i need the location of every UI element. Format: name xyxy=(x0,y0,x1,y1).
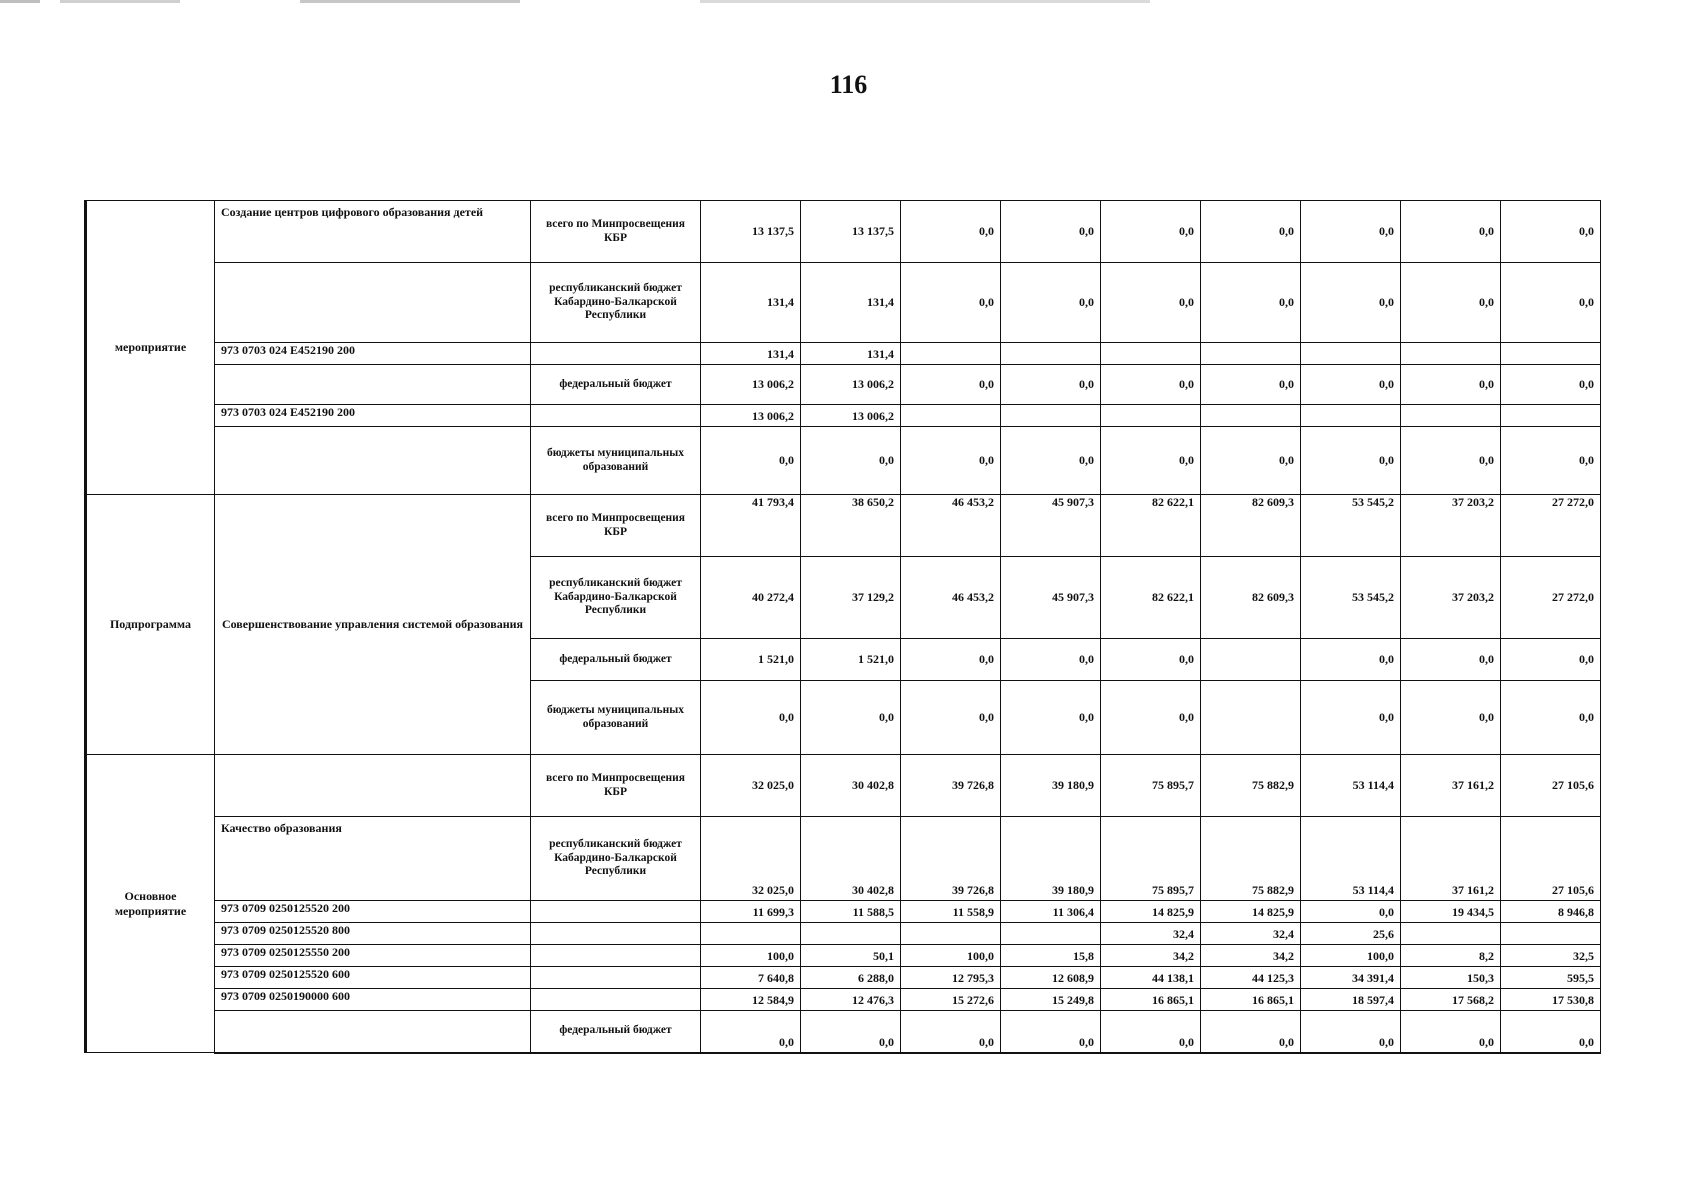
measure-name: Качество образования xyxy=(215,817,531,901)
value-cell: 0,0 xyxy=(1101,201,1201,263)
budget-code: 973 0709 0250125550 200 xyxy=(215,945,531,967)
value-cell: 41 793,4 xyxy=(701,495,801,557)
table-row xyxy=(86,945,1601,967)
value-cell: 75 895,7 xyxy=(1101,755,1201,817)
value-cell: 0,0 xyxy=(901,201,1001,263)
value-cell: 50,1 xyxy=(801,945,901,967)
value-cell: 0,0 xyxy=(1501,365,1601,405)
row-type-label: мероприятие xyxy=(86,201,215,495)
value-cell: 0,0 xyxy=(1101,427,1201,495)
value-cell: 13 006,2 xyxy=(801,365,901,405)
value-cell xyxy=(1201,343,1301,365)
value-cell: 8 946,8 xyxy=(1501,901,1601,923)
value-cell: 0,0 xyxy=(1101,365,1201,405)
value-cell xyxy=(1101,405,1201,427)
budget-code: 973 0703 024 Е452190 200 xyxy=(215,405,531,427)
value-cell: 32,4 xyxy=(1201,923,1301,945)
value-cell: 40 272,4 xyxy=(701,557,801,639)
value-cell: 82 622,1 xyxy=(1101,495,1201,557)
value-cell: 12 608,9 xyxy=(1001,967,1101,989)
funding-source: бюджеты муниципальных образований xyxy=(531,427,701,495)
value-cell: 595,5 xyxy=(1501,967,1601,989)
value-cell: 12 476,3 xyxy=(801,989,901,1011)
value-cell: 37 161,2 xyxy=(1401,755,1501,817)
value-cell: 0,0 xyxy=(901,1011,1001,1053)
value-cell: 44 125,3 xyxy=(1201,967,1301,989)
table-row xyxy=(86,967,1601,989)
funding-source xyxy=(531,923,701,945)
value-cell: 53 114,4 xyxy=(1301,755,1401,817)
table-row xyxy=(86,343,1601,365)
value-cell xyxy=(1501,343,1601,365)
value-cell: 8,2 xyxy=(1401,945,1501,967)
value-cell: 19 434,5 xyxy=(1401,901,1501,923)
value-cell: 13 137,5 xyxy=(801,201,901,263)
value-cell: 0,0 xyxy=(1501,639,1601,681)
funding-source: федеральный бюджет xyxy=(531,365,701,405)
value-cell: 0,0 xyxy=(1301,681,1401,755)
value-cell: 0,0 xyxy=(901,639,1001,681)
value-cell: 12 795,3 xyxy=(901,967,1001,989)
value-cell: 11 306,4 xyxy=(1001,901,1101,923)
value-cell: 7 640,8 xyxy=(701,967,801,989)
table-row xyxy=(86,817,1601,901)
value-cell: 0,0 xyxy=(1401,681,1501,755)
value-cell: 0,0 xyxy=(1001,681,1101,755)
value-cell: 100,0 xyxy=(901,945,1001,967)
value-cell: 0,0 xyxy=(1401,201,1501,263)
value-cell: 100,0 xyxy=(701,945,801,967)
table-row xyxy=(86,1011,1601,1053)
value-cell: 131,4 xyxy=(801,263,901,343)
value-cell: 16 865,1 xyxy=(1201,989,1301,1011)
scan-artifact-line xyxy=(0,0,1150,3)
value-cell: 53 545,2 xyxy=(1301,557,1401,639)
value-cell xyxy=(1101,343,1201,365)
value-cell xyxy=(1201,681,1301,755)
value-cell: 0,0 xyxy=(1101,1011,1201,1053)
value-cell: 0,0 xyxy=(1001,263,1101,343)
value-cell: 0,0 xyxy=(1301,201,1401,263)
value-cell xyxy=(701,923,801,945)
value-cell: 0,0 xyxy=(1401,263,1501,343)
budget-code: 973 0709 0250125520 200 xyxy=(215,901,531,923)
value-cell: 0,0 xyxy=(801,1011,901,1053)
value-cell: 0,0 xyxy=(701,427,801,495)
value-cell: 0,0 xyxy=(1301,1011,1401,1053)
table-row xyxy=(86,923,1601,945)
value-cell xyxy=(901,343,1001,365)
value-cell: 15 272,6 xyxy=(901,989,1001,1011)
value-cell: 131,4 xyxy=(701,263,801,343)
value-cell: 13 006,2 xyxy=(801,405,901,427)
value-cell: 13 006,2 xyxy=(701,365,801,405)
value-cell: 0,0 xyxy=(901,365,1001,405)
value-cell: 0,0 xyxy=(1501,427,1601,495)
value-cell: 0,0 xyxy=(1401,639,1501,681)
funding-source: всего по Минпросвещения КБР xyxy=(531,201,701,263)
funding-source: бюджеты муниципальных образований xyxy=(531,681,701,755)
value-cell: 11 558,9 xyxy=(901,901,1001,923)
table-row xyxy=(86,201,1601,263)
value-cell: 0,0 xyxy=(1001,639,1101,681)
value-cell: 53 545,2 xyxy=(1301,495,1401,557)
value-cell: 131,4 xyxy=(701,343,801,365)
value-cell: 0,0 xyxy=(1401,1011,1501,1053)
value-cell: 15 249,8 xyxy=(1001,989,1101,1011)
value-cell: 14 825,9 xyxy=(1101,901,1201,923)
value-cell: 45 907,3 xyxy=(1001,495,1101,557)
budget-code: 973 0709 0250190000 600 xyxy=(215,989,531,1011)
value-cell: 0,0 xyxy=(1301,427,1401,495)
value-cell: 30 402,8 xyxy=(801,755,901,817)
value-cell: 0,0 xyxy=(1001,365,1101,405)
budget-table xyxy=(84,200,1601,1054)
funding-source: республиканский бюджет Кабардино-Балкарской Республики xyxy=(531,263,701,343)
value-cell: 39 180,9 xyxy=(1001,817,1101,901)
value-cell: 44 138,1 xyxy=(1101,967,1201,989)
value-cell: 0,0 xyxy=(1401,427,1501,495)
value-cell: 34 391,4 xyxy=(1301,967,1401,989)
subprogram-name: Совершенствование управления системой образования xyxy=(215,495,531,755)
value-cell xyxy=(1001,923,1101,945)
budget-code: 973 0709 0250125520 600 xyxy=(215,967,531,989)
value-cell: 0,0 xyxy=(1201,427,1301,495)
value-cell: 1 521,0 xyxy=(701,639,801,681)
value-cell: 39 726,8 xyxy=(901,755,1001,817)
value-cell: 0,0 xyxy=(801,681,901,755)
funding-source xyxy=(531,967,701,989)
value-cell: 75 882,9 xyxy=(1201,817,1301,901)
value-cell xyxy=(1201,639,1301,681)
value-cell: 131,4 xyxy=(801,343,901,365)
value-cell: 0,0 xyxy=(1501,263,1601,343)
value-cell: 39 180,9 xyxy=(1001,755,1101,817)
table-row xyxy=(86,263,1601,343)
value-cell: 32 025,0 xyxy=(701,755,801,817)
value-cell: 82 622,1 xyxy=(1101,557,1201,639)
value-cell: 0,0 xyxy=(1201,201,1301,263)
value-cell: 0,0 xyxy=(901,263,1001,343)
budget-code: 973 0709 0250125520 800 xyxy=(215,923,531,945)
value-cell: 0,0 xyxy=(1001,427,1101,495)
value-cell: 0,0 xyxy=(1501,201,1601,263)
value-cell: 0,0 xyxy=(1301,901,1401,923)
value-cell: 27 272,0 xyxy=(1501,557,1601,639)
table-row xyxy=(86,989,1601,1011)
measure-name: Создание центров цифрового образования детей xyxy=(215,201,531,263)
value-cell: 38 650,2 xyxy=(801,495,901,557)
value-cell: 34,2 xyxy=(1101,945,1201,967)
funding-source xyxy=(531,945,701,967)
value-cell: 150,3 xyxy=(1401,967,1501,989)
value-cell: 15,8 xyxy=(1001,945,1101,967)
value-cell: 0,0 xyxy=(901,427,1001,495)
value-cell: 37 129,2 xyxy=(801,557,901,639)
value-cell xyxy=(1401,405,1501,427)
funding-source xyxy=(531,901,701,923)
funding-source: республиканский бюджет Кабардино-Балкарской Республики xyxy=(531,817,701,901)
funding-source: федеральный бюджет xyxy=(531,639,701,681)
funding-source: федеральный бюджет xyxy=(531,1011,701,1053)
table-row xyxy=(86,901,1601,923)
table-row xyxy=(86,365,1601,405)
value-cell xyxy=(1001,343,1101,365)
page-number: 116 xyxy=(829,70,868,99)
funding-source: республиканский бюджет Кабардино-Балкарской Республики xyxy=(531,557,701,639)
value-cell: 45 907,3 xyxy=(1001,557,1101,639)
value-cell: 82 609,3 xyxy=(1201,557,1301,639)
value-cell: 0,0 xyxy=(1301,639,1401,681)
value-cell: 0,0 xyxy=(1501,1011,1601,1053)
budget-code: 973 0703 024 Е452190 200 xyxy=(215,343,531,365)
value-cell xyxy=(1401,343,1501,365)
value-cell: 34,2 xyxy=(1201,945,1301,967)
funding-source: всего по Минпросвещения КБР xyxy=(531,755,701,817)
value-cell xyxy=(1301,405,1401,427)
funding-source xyxy=(531,405,701,427)
value-cell: 0,0 xyxy=(1001,1011,1101,1053)
value-cell: 0,0 xyxy=(801,427,901,495)
value-cell: 17 568,2 xyxy=(1401,989,1501,1011)
funding-source xyxy=(531,343,701,365)
value-cell: 0,0 xyxy=(1001,201,1101,263)
value-cell: 18 597,4 xyxy=(1301,989,1401,1011)
value-cell: 27 105,6 xyxy=(1501,755,1601,817)
table-row xyxy=(86,405,1601,427)
value-cell: 46 453,2 xyxy=(901,495,1001,557)
row-type-label: Подпрограмма xyxy=(86,495,215,755)
value-cell: 13 006,2 xyxy=(701,405,801,427)
value-cell: 82 609,3 xyxy=(1201,495,1301,557)
value-cell xyxy=(1001,405,1101,427)
value-cell: 13 137,5 xyxy=(701,201,801,263)
row-type-label: Основное мероприятие xyxy=(86,755,215,1053)
value-cell: 12 584,9 xyxy=(701,989,801,1011)
value-cell: 0,0 xyxy=(701,1011,801,1053)
table-row xyxy=(86,495,1601,557)
value-cell: 32,5 xyxy=(1501,945,1601,967)
value-cell xyxy=(1301,343,1401,365)
value-cell xyxy=(801,923,901,945)
value-cell: 37 203,2 xyxy=(1401,495,1501,557)
value-cell: 0,0 xyxy=(1501,681,1601,755)
value-cell: 25,6 xyxy=(1301,923,1401,945)
funding-source: всего по Минпросвещения КБР xyxy=(531,495,701,557)
value-cell: 0,0 xyxy=(1201,1011,1301,1053)
value-cell: 0,0 xyxy=(1301,263,1401,343)
value-cell xyxy=(1501,405,1601,427)
value-cell: 30 402,8 xyxy=(801,817,901,901)
value-cell: 1 521,0 xyxy=(801,639,901,681)
table-row xyxy=(86,427,1601,495)
value-cell: 14 825,9 xyxy=(1201,901,1301,923)
value-cell: 11 699,3 xyxy=(701,901,801,923)
value-cell: 0,0 xyxy=(1301,365,1401,405)
value-cell: 0,0 xyxy=(701,681,801,755)
table-row xyxy=(86,755,1601,817)
value-cell: 46 453,2 xyxy=(901,557,1001,639)
value-cell: 53 114,4 xyxy=(1301,817,1401,901)
value-cell: 37 161,2 xyxy=(1401,817,1501,901)
value-cell: 27 272,0 xyxy=(1501,495,1601,557)
value-cell: 39 726,8 xyxy=(901,817,1001,901)
value-cell: 75 882,9 xyxy=(1201,755,1301,817)
value-cell xyxy=(1201,405,1301,427)
value-cell: 32 025,0 xyxy=(701,817,801,901)
value-cell: 0,0 xyxy=(1101,681,1201,755)
value-cell: 27 105,6 xyxy=(1501,817,1601,901)
value-cell: 11 588,5 xyxy=(801,901,901,923)
value-cell: 6 288,0 xyxy=(801,967,901,989)
value-cell: 0,0 xyxy=(1201,365,1301,405)
value-cell: 100,0 xyxy=(1301,945,1401,967)
value-cell: 37 203,2 xyxy=(1401,557,1501,639)
value-cell: 16 865,1 xyxy=(1101,989,1201,1011)
value-cell: 17 530,8 xyxy=(1501,989,1601,1011)
value-cell: 0,0 xyxy=(901,681,1001,755)
value-cell: 0,0 xyxy=(1101,639,1201,681)
value-cell: 75 895,7 xyxy=(1101,817,1201,901)
value-cell xyxy=(901,923,1001,945)
value-cell: 0,0 xyxy=(1201,263,1301,343)
value-cell: 0,0 xyxy=(1101,263,1201,343)
value-cell xyxy=(901,405,1001,427)
value-cell: 0,0 xyxy=(1401,365,1501,405)
value-cell xyxy=(1401,923,1501,945)
funding-source xyxy=(531,989,701,1011)
value-cell: 32,4 xyxy=(1101,923,1201,945)
value-cell xyxy=(1501,923,1601,945)
